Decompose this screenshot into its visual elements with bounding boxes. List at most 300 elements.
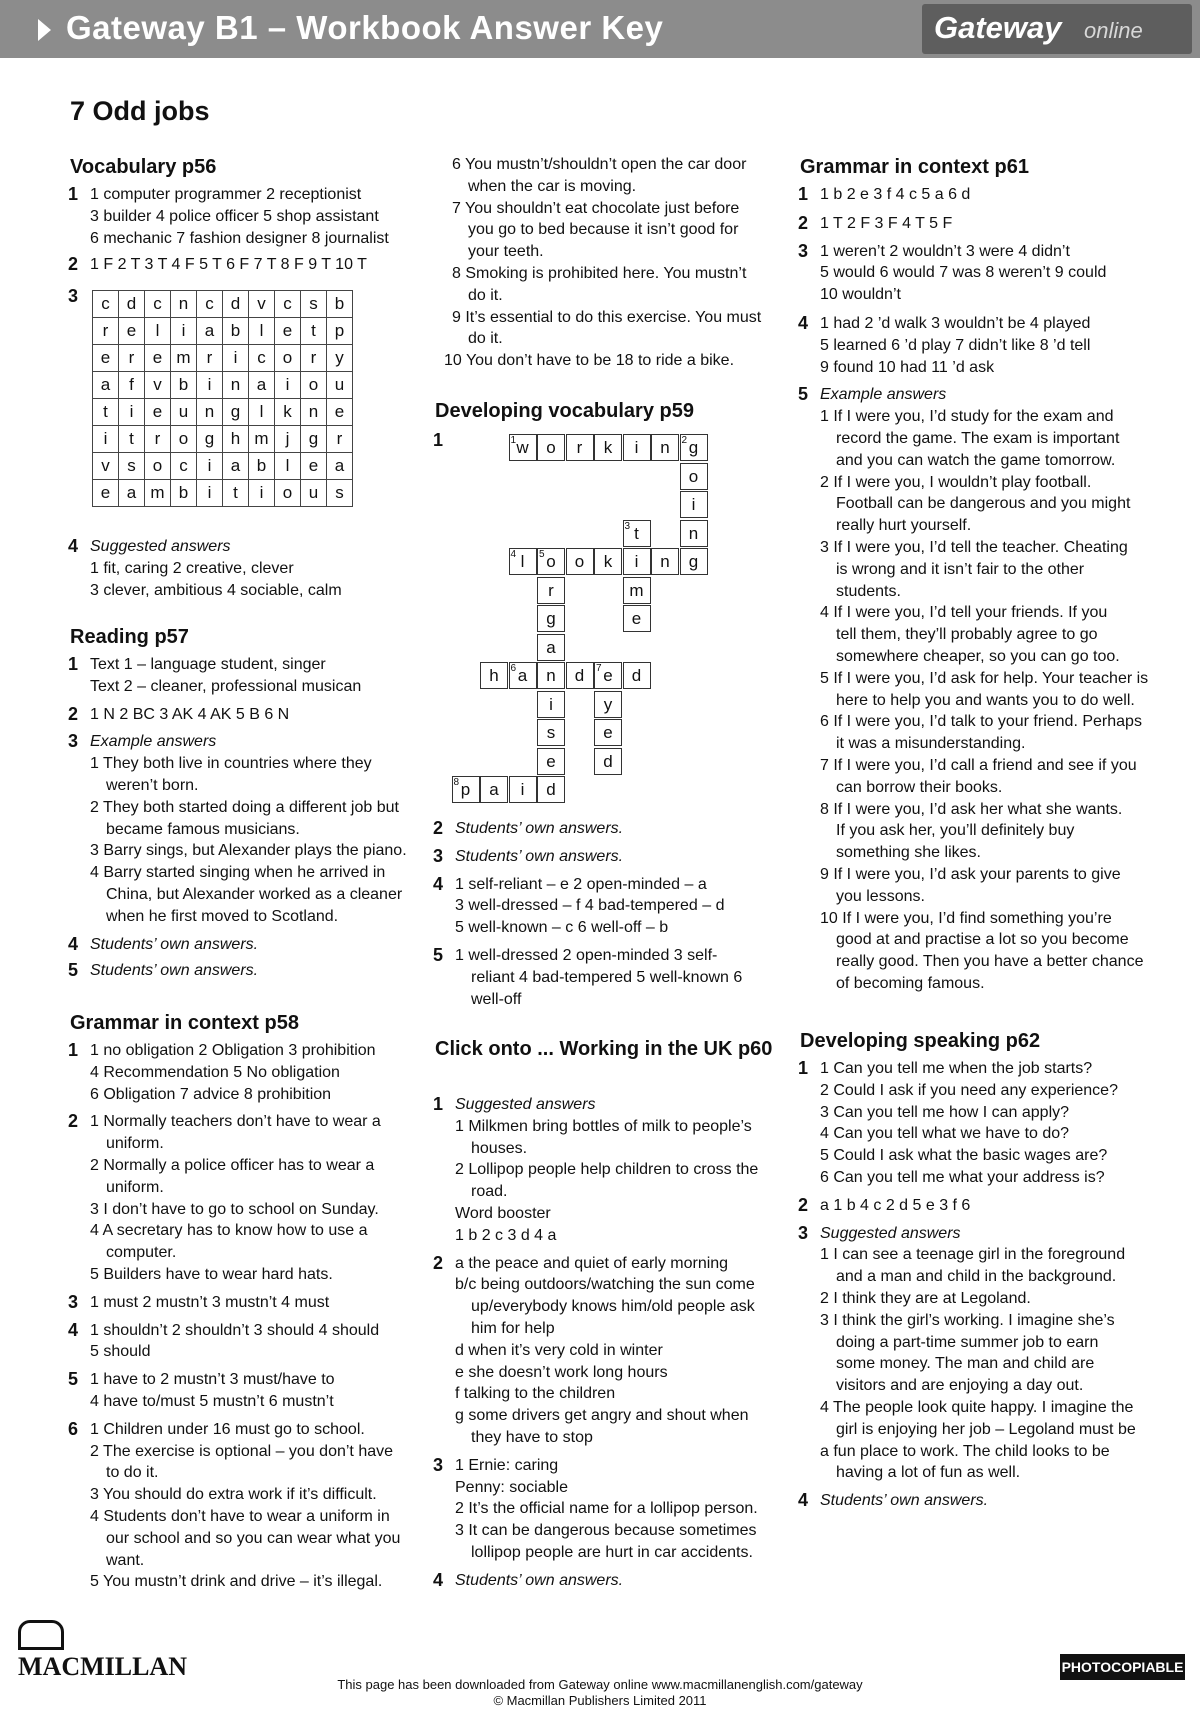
answer-line: 3 Barry sings, but Alexander plays the piano. [90, 842, 407, 860]
crossword-cell: o [537, 434, 565, 461]
answer-line: students. [836, 582, 901, 600]
word-search-cell: t [119, 426, 145, 453]
crossword-cell: i [623, 434, 651, 461]
word-search-cell: t [93, 399, 119, 426]
answer-line: Suggested answers [90, 538, 231, 555]
word-search-cell: i [197, 372, 223, 399]
word-search-cell: s [327, 480, 353, 507]
answer-line: 4 Can you tell what we have to do? [820, 1125, 1070, 1143]
answer-line: when he first moved to Scotland. [106, 907, 339, 925]
word-search-cell: b [171, 372, 197, 399]
answer-line: 6 mechanic 7 fashion designer 8 journalist [90, 229, 389, 247]
crossword-cell: k [594, 434, 622, 461]
crossword-cell: n [537, 662, 565, 689]
word-search-cell: i [119, 399, 145, 426]
answer-line: 7 If I were you, I’d call a friend and see if you [820, 757, 1137, 774]
exercise-number: 1 [433, 1094, 444, 1114]
crossword-cell: a [537, 634, 565, 661]
answer-line: tell them, they’ll probably agree to go [836, 626, 1098, 644]
crossword-clue-number: 4 [510, 549, 517, 560]
answer-line: 6 Obligation 7 advice 8 prohibition [90, 1085, 332, 1103]
crossword-clue-number: 7 [596, 663, 602, 674]
answer-line: good at and practise a lot so you become [836, 931, 1129, 949]
exercise-number: 1 [68, 184, 79, 204]
answer-line: him for help [471, 1320, 555, 1337]
answer-line: Word booster [455, 1205, 551, 1222]
word-search-cell: c [93, 291, 119, 318]
answer-line: China, but Alexander worked as a cleaner [106, 886, 403, 903]
word-search-cell: b [171, 480, 197, 507]
word-search-cell: i [93, 426, 119, 453]
word-search-cell: i [275, 372, 301, 399]
word-search-cell: a [223, 453, 249, 480]
answer-line: road. [471, 1183, 508, 1201]
exercise-number: 4 [68, 933, 79, 954]
macmillan-logo-icon [18, 1620, 64, 1650]
crossword-cell: a [480, 776, 508, 803]
word-search-cell: s [119, 453, 145, 480]
word-search-cell: c [275, 291, 301, 318]
logo-main: Gateway [934, 10, 1062, 45]
answer-line: 3 I don’t have to go to school on Sunday. [90, 1200, 379, 1218]
answer-line: 1 Can you tell me when the job starts? [820, 1060, 1093, 1077]
exercise-number: 5 [68, 1369, 79, 1390]
word-search-cell: g [197, 426, 223, 453]
answer-line: 1 no obligation 2 Obligation 3 prohibition [90, 1042, 376, 1059]
answer-line: 1 If I were you, I’d study for the exam and [820, 408, 1114, 426]
word-search-cell: r [197, 345, 223, 372]
word-search-cell: d [223, 291, 249, 318]
answer-line: 1 b 2 c 3 d 4 a [455, 1226, 557, 1244]
exercise-number: 3 [68, 1291, 79, 1312]
word-search-cell: a [249, 372, 275, 399]
word-search-cell: n [301, 399, 327, 426]
answer-line: Students’ own answers. [820, 1492, 989, 1510]
word-search-cell: e [327, 399, 353, 426]
answer-line: 4 Students don’t have to wear a uniform in [90, 1508, 390, 1525]
publisher-name: MACMILLAN [18, 1652, 187, 1681]
section-title: Grammar in context p58 [70, 1012, 299, 1034]
answer-line: Example answers [820, 386, 947, 404]
crossword-cell: m [623, 577, 651, 604]
answer-line: something she likes. [836, 844, 981, 862]
answer-line: weren’t born. [106, 777, 199, 794]
answer-line: uniform. [106, 1178, 164, 1196]
word-search-cell: k [275, 399, 301, 426]
word-search-cell: n [197, 399, 223, 426]
answer-line: 8 If I were you, I’d ask her what she wants. [820, 800, 1123, 818]
answer-line: 3 It can be dangerous because sometimes [455, 1522, 757, 1540]
word-search-cell: b [327, 291, 353, 318]
answer-line: to do it. [106, 1464, 159, 1482]
exercise-number: 4 [798, 313, 809, 333]
exercise-number: 2 [68, 703, 79, 724]
answer-line: Text 2 – cleaner, professional musican [90, 677, 362, 695]
word-search-cell: n [171, 291, 197, 318]
word-search-cell: n [223, 372, 249, 399]
section-title: Developing vocabulary p59 [435, 400, 694, 422]
crossword-clue-number: 1 [510, 435, 517, 446]
answer-line: 5 If I were you, I’d ask for help. Your teacher is [820, 669, 1149, 687]
section-title: Developing speaking p62 [800, 1030, 1041, 1052]
answer-line: 2 Lollipop people help children to cross the [455, 1161, 759, 1179]
answer-line: it was a misunderstanding. [836, 735, 1026, 753]
word-search-row [93, 372, 353, 399]
crossword-cell: w 1 [509, 434, 537, 461]
answer-line: computer. [106, 1244, 177, 1262]
answer-line: 4 If I were you, I’d tell your friends. If you [820, 604, 1108, 622]
unit-title: 7 Odd jobs [70, 96, 210, 126]
answer-line: 2 They both started doing a different job but [90, 798, 399, 816]
answer-line: 1 well-dressed 2 open-minded 3 self- [455, 947, 718, 964]
answer-line: 3 builder 4 police officer 5 shop assistant [90, 207, 379, 225]
answer-line: they have to stop [471, 1429, 593, 1446]
word-search-cell: a [327, 453, 353, 480]
exercise-number: 3 [433, 1454, 444, 1475]
answer-line: 1 Ernie: caring [455, 1456, 559, 1474]
word-search-row [93, 399, 353, 426]
answer-line: Students’ own answers. [455, 847, 624, 865]
word-search-cell: o [275, 480, 301, 507]
exercise-number: 6 [68, 1418, 79, 1439]
answer-line: 5 learned 6 ’d play 7 didn’t like 8 ’d tell [820, 336, 1091, 354]
answer-line: Students’ own answers. [90, 935, 259, 953]
answer-line: 4 Recommendation 5 No obligation [90, 1063, 340, 1081]
word-search-cell: r [119, 345, 145, 372]
crossword-cell: n [651, 434, 679, 461]
crossword-cell: o 5 [537, 548, 565, 575]
crossword-cell: d [623, 662, 651, 689]
crossword-cell: e [594, 719, 622, 746]
answer-line: 3 I think the girl’s working. I imagine she’s [820, 1311, 1115, 1329]
answer-line: Suggested answers [820, 1224, 961, 1242]
word-search-cell: p [327, 318, 353, 345]
word-search-cell: l [249, 318, 275, 345]
crossword-cell: r [566, 434, 594, 461]
answer-line: visitors and are enjoying a day out. [836, 1377, 1084, 1395]
word-search-grid [92, 290, 353, 507]
crossword-cell: e [623, 605, 651, 632]
answer-line: 8 Smoking is prohibited here. You mustn’t [452, 265, 747, 282]
answer-line: a fun place to work. The child looks to be [820, 1442, 1110, 1460]
answer-line: 1 I can see a teenage girl in the foreground [820, 1246, 1126, 1264]
answer-line: 4 The people look quite happy. I imagine the [820, 1399, 1134, 1416]
word-search-cell: y [327, 345, 353, 372]
crossword-clue-number: 2 [681, 435, 688, 446]
crossword-cell: d [566, 662, 594, 689]
answer-line: when the car is moving. [468, 177, 637, 195]
answer-line: 2 If I were you, I wouldn’t play football. [820, 473, 1092, 491]
answer-line: b/c being outdoors/watching the sun come [455, 1276, 755, 1294]
word-search-cell: e [119, 318, 145, 345]
word-search-cell: b [223, 318, 249, 345]
word-search-cell: d [119, 291, 145, 318]
exercise-number: 3 [433, 845, 444, 866]
word-search-row [93, 480, 353, 507]
crossword-cell: t 3 [623, 520, 651, 547]
answer-line: 1 Children under 16 must go to school. [90, 1420, 365, 1438]
answer-line: 5 would 6 would 7 was 8 weren’t 9 could [820, 264, 1107, 282]
answer-line: 1 must 2 mustn’t 3 mustn’t 4 must [90, 1293, 330, 1311]
word-search-cell: c [197, 291, 223, 318]
word-search-cell: e [301, 453, 327, 480]
word-search-cell: e [275, 318, 301, 345]
word-search-row [93, 453, 353, 480]
answer-line: 1 Milkmen bring bottles of milk to people’s [455, 1117, 752, 1135]
section-title: Click onto ... Working in the UK p60 [435, 1038, 773, 1060]
word-search-cell: m [145, 480, 171, 507]
word-search-cell: m [171, 345, 197, 372]
word-search-cell: v [145, 372, 171, 399]
exercise-number: 3 [798, 1222, 809, 1243]
header-bar [0, 0, 1200, 58]
answer-line: of becoming famous. [836, 975, 985, 992]
crossword-clue-number: 6 [510, 663, 517, 674]
answer-line: f talking to the children [455, 1385, 616, 1403]
word-search-cell: j [275, 426, 301, 453]
word-search-cell: r [145, 426, 171, 453]
word-search-cell: r [301, 345, 327, 372]
answer-line: 3 If I were you, I’d tell the teacher. Cheating [820, 539, 1128, 556]
crossword-cell: o [680, 463, 708, 490]
word-search-cell: o [275, 345, 301, 372]
exercise-number: 1 [68, 654, 79, 674]
answer-line: 2 It’s the official name for a lollipop person. [455, 1500, 758, 1518]
answer-line: do it. [468, 286, 503, 304]
exercise-number: 5 [798, 384, 809, 405]
word-search-cell: e [145, 345, 171, 372]
answer-line: Penny: sociable [455, 1478, 568, 1496]
word-search-cell: e [93, 345, 119, 372]
answer-line: and a man and child in the background. [836, 1268, 1117, 1286]
exercise-number: 4 [68, 1319, 79, 1340]
word-search-cell: r [327, 426, 353, 453]
exercise-number: 3 [68, 731, 79, 752]
page-header-title: Gateway B1 – Workbook Answer Key [66, 9, 664, 46]
answer-line: 10 You don’t have to be 18 to ride a bike. [444, 352, 735, 370]
word-search-cell: v [93, 453, 119, 480]
answer-line: lollipop people are hurt in car accidents. [471, 1544, 753, 1561]
answer-line: somewhere cheaper, so you can go too. [836, 648, 1120, 665]
word-search-cell: s [301, 291, 327, 318]
answer-line: 5 Could I ask what the basic wages are? [820, 1147, 1108, 1165]
answer-line: Students’ own answers. [90, 962, 259, 980]
copyright: © Macmillan Publishers Limited 2011 [493, 1693, 707, 1708]
word-search-row [93, 318, 353, 345]
answer-line: e she doesn’t work long hours [455, 1363, 668, 1381]
crossword-cell: i [509, 776, 537, 803]
exercise-number: 1 [433, 430, 444, 450]
word-search-cell: a [93, 372, 119, 399]
answer-line: here to help you and wants you to do well. [836, 691, 1135, 709]
exercise-number: 4 [433, 1569, 444, 1590]
answer-line: well-off [471, 990, 522, 1008]
answer-line: Students’ own answers. [455, 1571, 624, 1589]
crossword-cell: i [680, 491, 708, 518]
word-search-cell: g [223, 399, 249, 426]
answer-line: your teeth. [468, 243, 544, 261]
answer-line: 1 N 2 BC 3 AK 4 AK 5 B 6 N [90, 705, 290, 723]
answer-line: If you ask her, you’ll definitely buy [836, 822, 1075, 840]
word-search-cell: c [249, 345, 275, 372]
answer-line: 5 Builders have to wear hard hats. [90, 1266, 333, 1283]
answer-line: really hurt yourself. [836, 517, 972, 535]
answer-line: 9 found 10 had 11 ’d ask [820, 358, 995, 376]
answer-line: Students’ own answers. [455, 820, 624, 837]
answer-line: 2 Could I ask if you need any experience? [820, 1081, 1118, 1099]
crossword-cell: d [594, 748, 622, 775]
crossword-clue-number: 5 [539, 549, 545, 560]
play-arrow-icon [38, 19, 51, 41]
exercise-number: 2 [433, 818, 444, 838]
word-search-cell: i [171, 318, 197, 345]
answer-line: 5 You mustn’t drink and drive – it’s illegal. [90, 1573, 383, 1591]
crossword-cell: i [623, 548, 651, 575]
answer-line: houses. [471, 1139, 528, 1157]
answer-line: 4 A secretary has to know how to use a [90, 1222, 368, 1240]
answer-line: Suggested answers [455, 1096, 596, 1113]
answer-line: 5 should [90, 1343, 151, 1361]
crossword-cell: a 6 [509, 662, 537, 689]
answer-line: 7 You shouldn’t eat chocolate just before [452, 199, 740, 217]
answer-line: our school and so you can wear what you [106, 1529, 401, 1547]
answer-line: 3 You should do extra work if it’s difficult. [90, 1486, 377, 1504]
answer-line: 1 weren’t 2 wouldn’t 3 were 4 didn’t [820, 242, 1070, 260]
word-search-cell: l [249, 399, 275, 426]
answer-line: 1 shouldn’t 2 shouldn’t 3 should 4 should [90, 1321, 380, 1339]
crossword-cell: d [537, 776, 565, 803]
exercise-number: 1 [798, 184, 809, 204]
crossword-cell: k [594, 548, 622, 575]
answer-line: 3 clever, ambitious 4 sociable, calm [90, 581, 342, 599]
word-search-row [93, 345, 353, 372]
crossword-cell: o [566, 548, 594, 575]
answer-line: 1 self-reliant – e 2 open-minded – a [455, 875, 707, 893]
answer-line: 6 If I were you, I’d talk to your friend. Perhaps [820, 713, 1142, 731]
answer-line: want. [106, 1551, 145, 1569]
section-title: Vocabulary p56 [70, 156, 217, 178]
answer-line: 10 If I were you, I’d find something you’re [820, 909, 1112, 927]
exercise-number: 2 [68, 254, 79, 275]
answer-line: do it. [468, 330, 503, 348]
word-search-cell: v [249, 291, 275, 318]
crossword-cell: n [680, 520, 708, 547]
word-search-row [93, 426, 353, 453]
answer-line: doing a part-time summer job to earn [836, 1333, 1099, 1351]
download-notice: This page has been downloaded from Gateway online www.macmillanenglish.com/gateway [337, 1677, 863, 1692]
exercise-number: 5 [68, 960, 79, 981]
word-search-cell: o [301, 372, 327, 399]
answer-line: is wrong and it isn’t fair to the other [836, 560, 1085, 578]
crossword-cell: p 8 [452, 776, 480, 803]
answer-line: a 1 b 4 c 2 d 5 e 3 f 6 [820, 1196, 971, 1214]
answer-line: 1 b 2 e 3 f 4 c 5 a 6 d [820, 186, 971, 203]
section-title: Grammar in context p61 [800, 156, 1029, 178]
exercise-number: 2 [68, 1111, 79, 1132]
exercise-number: 2 [798, 1194, 809, 1215]
answer-line: 6 You mustn’t/shouldn’t open the car door [452, 156, 747, 173]
crossword-cell: e [537, 748, 565, 775]
word-search-cell: l [145, 318, 171, 345]
answer-line: girl is enjoying her job – Legoland must be [836, 1420, 1136, 1438]
word-search-cell: l [275, 453, 301, 480]
word-search-cell: f [119, 372, 145, 399]
word-search-cell: i [223, 345, 249, 372]
answer-line: d when it’s very cold in winter [455, 1341, 663, 1359]
exercise-number: 4 [798, 1490, 809, 1511]
exercise-number: 4 [68, 536, 79, 556]
answer-line: can borrow their books. [836, 778, 1003, 796]
crossword-cell: g [680, 548, 708, 575]
answer-line: reliant 4 bad-tempered 5 well-known 6 [471, 968, 743, 986]
exercise-number: 2 [433, 1252, 444, 1273]
answer-line: g some drivers get angry and shout when [455, 1407, 749, 1425]
answer-line: 1 have to 2 mustn’t 3 must/have to [90, 1371, 335, 1389]
answer-line: a the peace and quiet of early morning [455, 1254, 729, 1272]
word-search-cell: i [197, 453, 223, 480]
crossword-clue-number: 3 [624, 520, 631, 532]
exercise-number: 2 [798, 212, 809, 233]
crossword-cell: g 2 [680, 434, 708, 461]
crossword-cell: i [537, 691, 565, 718]
footer-text [290, 1677, 910, 1709]
photocopiable-badge: PHOTOCOPIABLE [1060, 1654, 1185, 1680]
crossword-cell: g [537, 605, 565, 632]
answer-line: you lessons. [836, 887, 925, 905]
answer-line: some money. The man and child are [836, 1355, 1095, 1373]
word-search-cell: b [249, 453, 275, 480]
answer-line: 3 Can you tell me how I can apply? [820, 1103, 1070, 1121]
word-search-cell: a [119, 480, 145, 507]
exercise-number: 3 [798, 240, 809, 261]
word-search-cell: r [93, 318, 119, 345]
word-search-cell: u [171, 399, 197, 426]
word-search-cell: h [223, 426, 249, 453]
answer-line: Football can be dangerous and you might [836, 495, 1131, 513]
answer-line: 4 Barry started singing when he arrived in [90, 864, 386, 882]
word-search-cell: c [171, 453, 197, 480]
gateway-online-logo [922, 4, 1192, 54]
word-search-cell: o [145, 453, 171, 480]
answer-line: 9 It’s essential to do this exercise. You must [452, 308, 762, 326]
answer-line: 5 well-known – c 6 well-off – b [455, 919, 669, 937]
answer-line: 4 have to/must 5 mustn’t 6 mustn’t [90, 1393, 334, 1410]
crossword-cell: e 7 [594, 662, 622, 689]
word-search-cell: c [145, 291, 171, 318]
word-search-cell: t [301, 318, 327, 345]
answer-line: Text 1 – language student, singer [90, 656, 326, 673]
word-search-cell: g [301, 426, 327, 453]
macmillan-logo [18, 1620, 187, 1682]
answer-line: Example answers [90, 733, 217, 751]
answer-line: 1 fit, caring 2 creative, clever [90, 559, 294, 577]
section-title: Reading p57 [70, 626, 189, 648]
exercise-number: 5 [433, 945, 444, 965]
answer-line: became famous musicians. [106, 820, 300, 838]
exercise-number: 3 [68, 286, 79, 306]
answer-line: 10 wouldn’t [820, 286, 901, 304]
word-search-cell: o [171, 426, 197, 453]
answer-line: 2 The exercise is optional – you don’t have [90, 1442, 394, 1460]
answer-line: 2 I think they are at Legoland. [820, 1290, 1031, 1307]
word-search-cell: i [197, 480, 223, 507]
exercise-number: 1 [68, 1040, 79, 1060]
crossword-clue-number: 8 [453, 777, 460, 788]
answer-line: really good. Then you have a better chance [836, 953, 1144, 971]
crossword-cell: h [480, 662, 508, 689]
answer-line: 1 F 2 T 3 T 4 F 5 T 6 F 7 T 8 F 9 T 10 T [90, 256, 367, 274]
logo-sub: online [1084, 18, 1143, 43]
